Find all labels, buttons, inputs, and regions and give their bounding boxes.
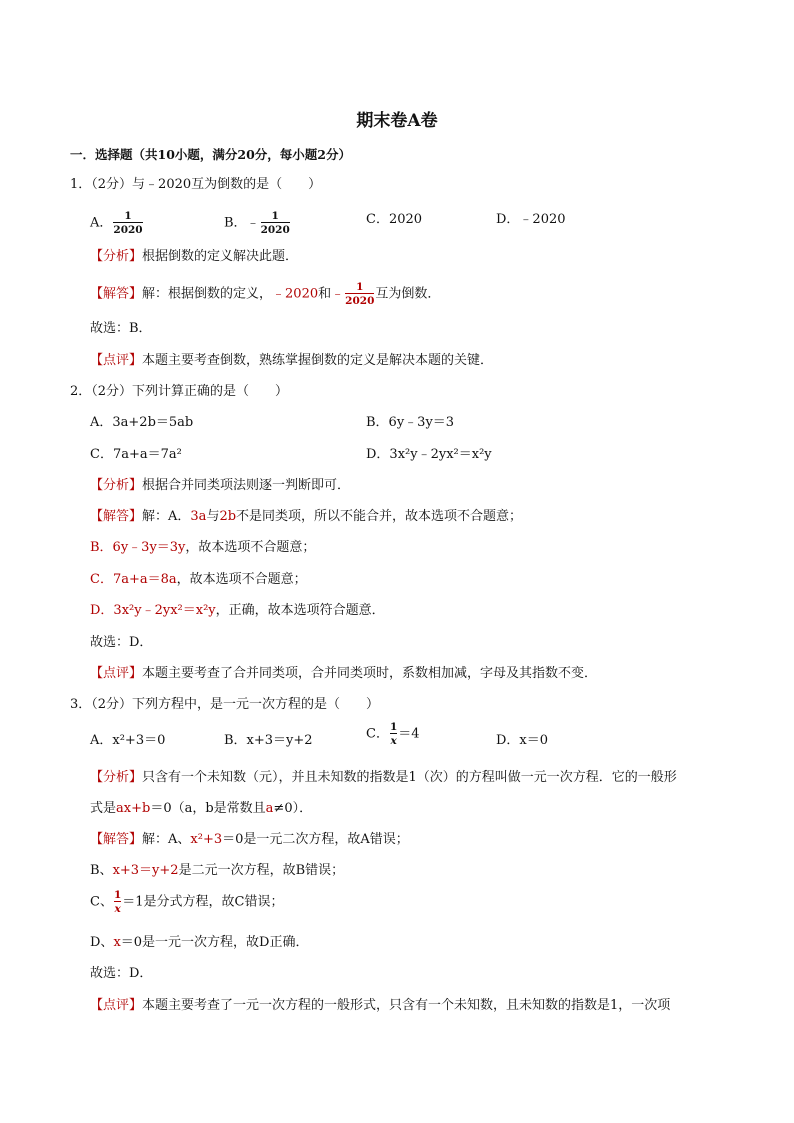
q2-choose: 故选：D． [90, 635, 153, 650]
q2-stem: 2．（2分）下列计算正确的是（ ） [70, 384, 289, 399]
q1-option-b-label: B．﹣ [224, 215, 260, 231]
q3-option-b: B．x+3＝y+2 [224, 733, 313, 748]
q3-answer-b: B、x+3＝y+2是二元一次方程，故B错误； [90, 863, 345, 878]
q2-answer-b: B．6y﹣3y＝3y，故本选项不合题意； [90, 540, 316, 555]
q1-option-c: C．2020 [366, 212, 423, 227]
q1-option-a [90, 210, 144, 238]
q2-answer-a: 【解答】解：A．3a与2b不是同类项，所以不能合并，故本选项不合题意； [90, 509, 523, 524]
q3-answer-c-fraction: $\frac{1}{x}$ [113, 889, 122, 915]
q1-comment: 【点评】本题主要考查倒数，熟练掌握倒数的定义是解决本题的关键． [90, 353, 494, 368]
q3-option-d: D．x＝0 [496, 733, 549, 748]
q1-option-a-fraction: $\frac{1}{2020}$ [113, 210, 143, 236]
q2-option-d: D．3x²y﹣2yx²＝x²y [366, 447, 492, 462]
q3-analysis-line2: 式是ax+b＝0（a，b是常数且a≠0）． [90, 801, 313, 816]
q3-comment: 【点评】本题主要考查了一元一次方程的一般形式，只含有一个未知数，且未知数的指数是1，一次项 [90, 998, 671, 1013]
q1-answer-fraction: $\frac{1}{2020}$ [345, 281, 375, 307]
q3-answer-d: D、x＝0是一元一次方程，故D正确． [90, 935, 309, 950]
q3-option-c: C． $\frac{1}{x}$ ＝4 [366, 721, 420, 747]
q3-answer-c: C、 $\frac{1}{x}$ ＝1是分式方程，故C错误； [90, 889, 284, 915]
q1-choose: 故选：B． [90, 321, 152, 336]
q3-analysis-line1: 【分析】只含有一个未知数（元），并且未知数的指数是1（次）的方程叫做一元一次方程．它的一般形 [90, 770, 677, 785]
q1-option-b-fraction: $\frac{1}{2020}$ [260, 210, 290, 236]
page-title: 期末卷A卷 [356, 111, 438, 131]
q3-stem: 3．（2分）下列方程中，是一元一次方程的是（ ） [70, 697, 380, 712]
q2-analysis: 【分析】根据合并同类项法则逐一判断即可． [90, 478, 351, 493]
q2-answer-d: D．3x²y﹣2yx²＝x²y，正确，故本选项符合题意． [90, 603, 385, 618]
q3-choose: 故选：D． [90, 966, 153, 981]
q1-option-d: D．﹣2020 [496, 212, 566, 227]
q1-option-b [224, 210, 291, 238]
q3-answer-a: 【解答】解：A、x²+3＝0是一元二次方程，故A错误； [90, 832, 409, 847]
q1-analysis: 【分析】根据倒数的定义解决此题． [90, 249, 299, 264]
q3-option-c-fraction: $\frac{1}{x}$ [389, 721, 398, 747]
q3-option-a: A．x²+3＝0 [90, 733, 166, 748]
q2-option-b: B．6y﹣3y＝3 [366, 415, 455, 430]
q1-stem: 1．（2分）与﹣2020互为倒数的是（ ） [70, 177, 322, 192]
q2-option-c: C．7a+a＝7a² [90, 447, 182, 462]
q2-answer-c: C．7a+a＝8a，故本选项不合题意； [90, 572, 307, 587]
q1-option-a-label: A． [90, 215, 113, 231]
q2-comment: 【点评】本题主要考查了合并同类项，合并同类项时，系数相加减，字母及其指数不变． [90, 666, 598, 681]
q1-answer: 【解答】解：根据倒数的定义，﹣2020和﹣ $\frac{1}{2020}$ 互为倒数． [90, 281, 441, 307]
section-heading: 一．选择题（共10小题，满分20分，每小题2分） [70, 147, 351, 162]
q3-option-c-label: C． [366, 726, 389, 742]
q2-option-a: A．3a+2b＝5ab [90, 415, 194, 430]
